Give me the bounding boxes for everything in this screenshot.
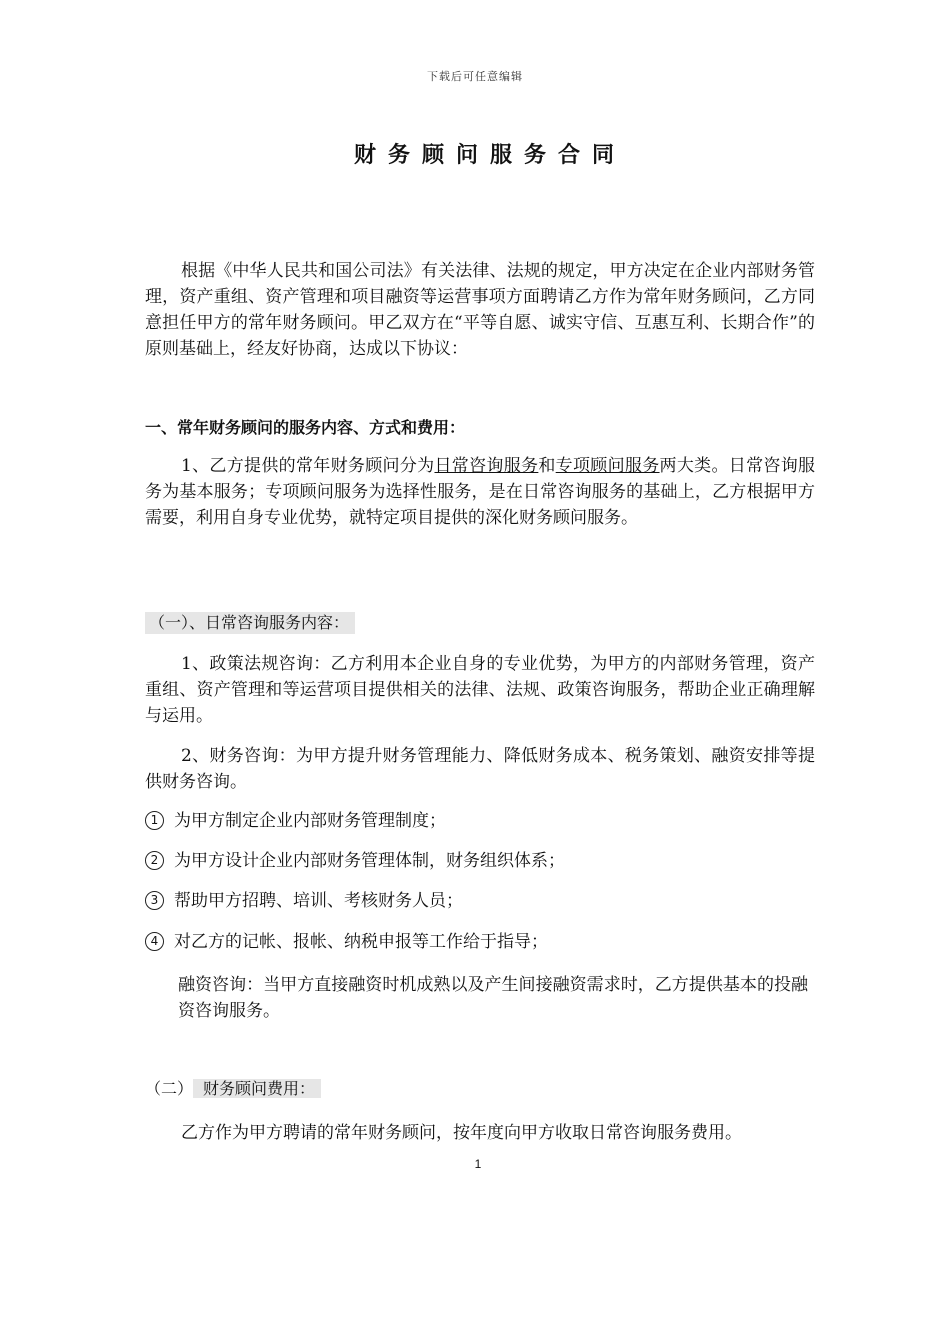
subsection-2-title: 财务顾问费用：: [193, 1079, 321, 1098]
subsection-1-heading: （一）、日常咨询服务内容：: [145, 612, 355, 634]
circled-number: 1: [145, 811, 164, 830]
finance-consulting-paragraph: 2、财务咨询：为甲方提升财务管理能力、降低财务成本、税务策划、融资安排等提供财务咨询。: [145, 746, 815, 792]
list-item-text: 为甲方制定企业内部财务管理制度；: [174, 811, 446, 831]
circled-number: 3: [145, 891, 164, 910]
section-1-heading: 一、常年财务顾问的服务内容、方式和费用：: [145, 418, 466, 437]
circled-number: 4: [145, 932, 164, 951]
list-item: [145, 929, 548, 955]
list-item: [145, 888, 463, 914]
intro-paragraph: 根据《中华人民共和国公司法》有关法律、法规的规定，甲方决定在企业内部财务管理，资产重组、资产管理和项目融资等运营事项方面聘请乙方作为常年财务顾问，乙方同意担任甲方的常年财务顾问。甲乙双方在“平等自愿、诚实守信、互惠互利、长期合作”的原则基础上，经友好协商，达成以下协议：: [145, 261, 815, 359]
list-item-text: 为甲方设计企业内部财务管理体制，财务组织体系；: [174, 851, 565, 871]
financing-consulting-paragraph: 融资咨询：当甲方直接融资时机成熟以及产生间接融资需求时，乙方提供基本的投融资咨询服务。: [178, 975, 808, 1021]
section-1-text-and: 和: [538, 456, 556, 476]
special-advisory-term: 专项顾问服务: [555, 456, 660, 476]
policy-consulting-paragraph: 1、政策法规咨询：乙方利用本企业自身的专业优势，为甲方的内部财务管理，资产重组、资产管理和等运营项目提供相关的法律、法规、政策咨询服务，帮助企业正确理解与运用。: [145, 654, 815, 726]
list-item: [145, 848, 565, 874]
section-1-paragraph: [145, 453, 815, 531]
section-1-text-prefix: 1、乙方提供的常年财务顾问分为: [181, 456, 435, 476]
page-number: 1: [474, 1157, 482, 1171]
subsection-2-prefix: （二）: [145, 1079, 194, 1098]
header-note: 下载后可任意编辑: [427, 70, 523, 83]
section-1-text-suffix: 两大类。日常咨询服务为基本服务；专项顾问服务为选择性服务，是在日常咨询服务的基础上，乙方根据甲方需要，利用自身专业优势，就特定项目提供的深化财务顾问服务。: [145, 456, 816, 528]
daily-consulting-term: 日常咨询服务: [434, 456, 539, 476]
list-item-text: 对乙方的记帐、报帐、纳税申报等工作给于指导；: [174, 932, 548, 952]
list-item-text: 帮助甲方招聘、培训、考核财务人员；: [174, 891, 463, 911]
subsection-2-heading: [145, 1078, 321, 1100]
document-title: 财务顾问服务合同: [353, 142, 626, 168]
list-item: [145, 808, 446, 834]
fee-paragraph: 乙方作为甲方聘请的常年财务顾问，按年度向甲方收取日常咨询服务费用。: [181, 1123, 742, 1143]
circled-number: 2: [145, 851, 164, 870]
